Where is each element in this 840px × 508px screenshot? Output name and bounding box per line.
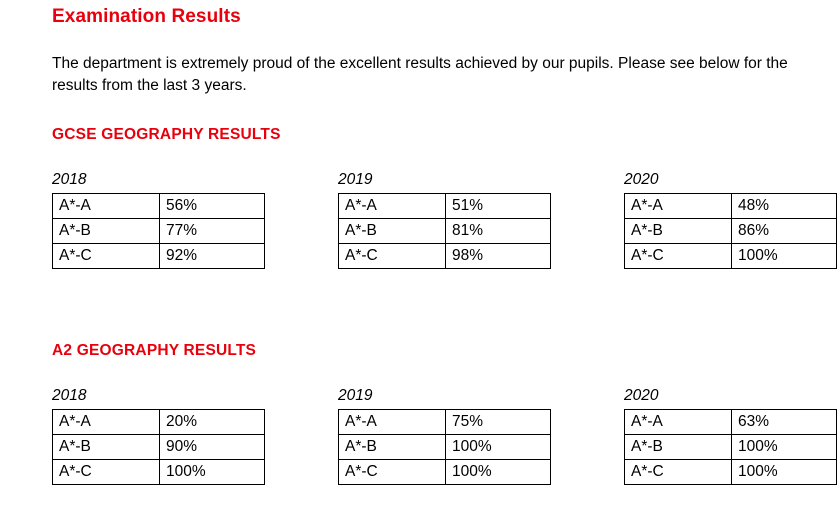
value-cell: 63% — [732, 410, 837, 435]
results-table — [52, 409, 265, 485]
grade-cell: A*-A — [53, 410, 160, 435]
results-table — [338, 193, 551, 269]
value-cell: 56% — [160, 194, 265, 219]
table-row — [53, 460, 265, 485]
year-label: 2020 — [624, 171, 659, 188]
value-cell: 77% — [160, 219, 265, 244]
page-title: Examination Results — [52, 6, 241, 27]
value-cell: 90% — [160, 435, 265, 460]
a2-group-2020 — [624, 387, 824, 485]
a2-results-row — [52, 360, 840, 485]
grade-cell: A*-C — [53, 244, 160, 269]
grade-cell: A*-B — [339, 219, 446, 244]
results-table — [624, 409, 837, 485]
year-label: 2019 — [338, 387, 373, 404]
year-label: 2020 — [624, 387, 659, 404]
value-cell: 98% — [446, 244, 551, 269]
value-cell: 100% — [732, 435, 837, 460]
grade-cell: A*-C — [625, 460, 732, 485]
table-row — [625, 194, 837, 219]
gcse-group-2020 — [624, 171, 824, 269]
value-cell: 48% — [732, 194, 837, 219]
a2-group-2019 — [338, 387, 538, 485]
grade-cell: A*-A — [339, 410, 446, 435]
grade-cell: A*-C — [625, 244, 732, 269]
section-heading-gcse: GCSE GEOGRAPHY RESULTS — [52, 126, 281, 143]
value-cell: 20% — [160, 410, 265, 435]
year-label: 2019 — [338, 171, 373, 188]
table-row — [625, 410, 837, 435]
results-table — [624, 193, 837, 269]
value-cell: 51% — [446, 194, 551, 219]
results-table — [52, 193, 265, 269]
grade-cell: A*-A — [53, 194, 160, 219]
value-cell: 81% — [446, 219, 551, 244]
table-row — [625, 435, 837, 460]
grade-cell: A*-C — [53, 460, 160, 485]
table-row — [53, 435, 265, 460]
grade-cell: A*-A — [625, 410, 732, 435]
value-cell: 100% — [732, 460, 837, 485]
table-row — [53, 410, 265, 435]
grade-cell: A*-B — [53, 219, 160, 244]
value-cell: 100% — [446, 435, 551, 460]
table-row — [339, 435, 551, 460]
gcse-group-2019 — [338, 171, 538, 269]
grade-cell: A*-B — [339, 435, 446, 460]
gcse-group-2018 — [52, 171, 252, 269]
table-row — [53, 244, 265, 269]
table-row — [339, 219, 551, 244]
grade-cell: A*-C — [339, 460, 446, 485]
gcse-results-row — [52, 144, 840, 269]
value-cell: 86% — [732, 219, 837, 244]
table-row — [625, 460, 837, 485]
grade-cell: A*-A — [339, 194, 446, 219]
grade-cell: A*-B — [625, 435, 732, 460]
table-row — [53, 219, 265, 244]
table-row — [625, 244, 837, 269]
table-row — [339, 244, 551, 269]
value-cell: 100% — [160, 460, 265, 485]
table-row — [339, 194, 551, 219]
table-row — [625, 219, 837, 244]
table-row — [53, 194, 265, 219]
grade-cell: A*-A — [625, 194, 732, 219]
table-row — [339, 460, 551, 485]
year-label: 2018 — [52, 387, 87, 404]
grade-cell: A*-C — [339, 244, 446, 269]
value-cell: 75% — [446, 410, 551, 435]
value-cell: 100% — [732, 244, 837, 269]
a2-group-2018 — [52, 387, 252, 485]
value-cell: 92% — [160, 244, 265, 269]
grade-cell: A*-B — [53, 435, 160, 460]
intro-paragraph: The department is extremely proud of the excellent results achieved by our pupils. Please see below for the results from the last 3 years. — [52, 55, 788, 94]
table-row — [339, 410, 551, 435]
results-table — [338, 409, 551, 485]
section-heading-a2: A2 GEOGRAPHY RESULTS — [52, 342, 257, 359]
value-cell: 100% — [446, 460, 551, 485]
year-label: 2018 — [52, 171, 87, 188]
grade-cell: A*-B — [625, 219, 732, 244]
